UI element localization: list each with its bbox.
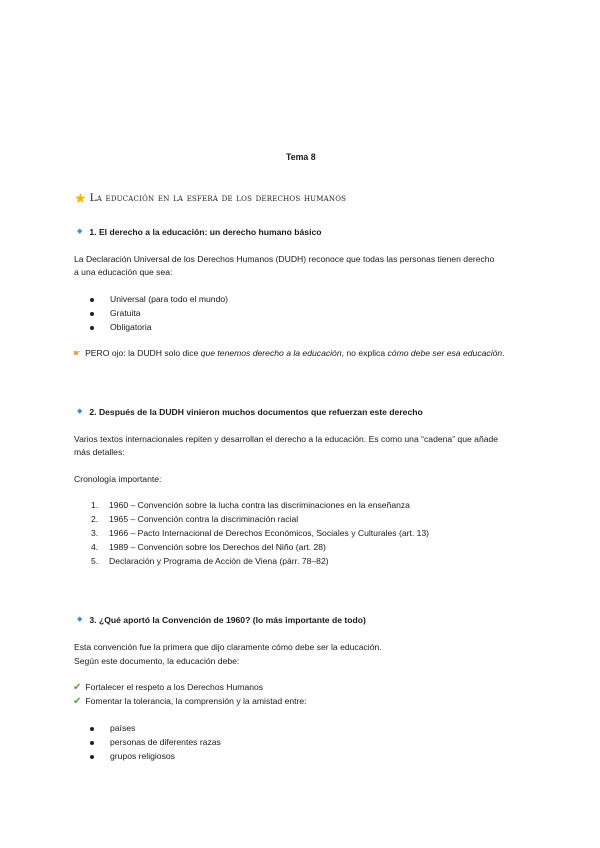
section1-heading [77, 226, 321, 238]
list-item: Obligatoria [90, 321, 152, 333]
section2-para-line1: Varios textos internacionales repiten y desarrollan el derecho a la educación. Es como una “cadena” que añade [74, 434, 499, 444]
section2-heading-text: 2. Después de la DUDH vinieron muchos documentos que refuerzan este derecho [89, 407, 423, 417]
section3-para-line1: Esta convención fue la primera que dijo claramente cómo debe ser la educación. [74, 642, 382, 652]
check-icon: ✔ [73, 682, 82, 693]
section3-heading [77, 614, 366, 626]
star-icon: ★ [74, 190, 87, 206]
list-item: Gratuita [90, 307, 141, 319]
section1-note: ☛ PERO ojo: la DUDH solo dice que tenemos derecho a la educación, no explica cómo debe ser esa educación. [73, 348, 505, 358]
bullet-dot-icon [90, 741, 94, 745]
section1-para-line1: La Declaración Universal de los Derechos Humanos (DUDH) reconoce que todas las personas tienen derecho [74, 254, 495, 264]
diamond-icon: ◆ [77, 616, 83, 623]
check-item: ✔ Fomentar la tolerancia, la comprensión y la amistad entre: [73, 696, 307, 707]
section3-heading-text: 3. ¿Qué aportó la Convención de 1960? (lo más importante de todo) [89, 615, 366, 625]
topic-heading: Tema 8 [286, 152, 316, 162]
document-title [74, 191, 346, 205]
title-text: La educación en la esfera de los derechos humanos [89, 192, 347, 204]
section1-heading-text: 1. El derecho a la educación: un derecho humano básico [89, 227, 322, 237]
list-item: 5. Declaración y Programa de Acción de Viena (párr. 78–82) [91, 556, 329, 566]
list-item: 3. 1966 – Pacto Internacional de Derechos Económicos, Sociales y Culturales (art. 13) [91, 528, 430, 538]
section2-heading [77, 406, 423, 418]
check-item: ✔ Fortalecer el respeto a los Derechos Humanos [73, 682, 264, 693]
bullet-dot-icon [90, 312, 94, 316]
bullet-dot-icon [90, 326, 94, 330]
list-item: países [90, 722, 135, 734]
diamond-icon: ◆ [77, 228, 83, 235]
section2-para-line2: más detalles: [74, 447, 125, 457]
list-item: grupos religiosos [90, 750, 175, 762]
list-item: Universal (para todo el mundo) [90, 293, 228, 305]
list-item: 4. 1989 – Convención sobre los Derechos del Niño (art. 28) [91, 542, 326, 552]
bullet-dot-icon [90, 727, 94, 731]
chronology-label: Cronología importante: [74, 474, 162, 484]
list-item: 1. 1960 – Convención sobre la lucha contra las discriminaciones en la enseñanza [91, 500, 410, 510]
check-icon: ✔ [73, 696, 82, 707]
section1-para-line2: a una educación que sea: [74, 267, 173, 277]
pointing-hand-icon: ☛ [73, 348, 82, 358]
section3-para-line2: Según este documento, la educación debe: [74, 656, 240, 666]
bullet-dot-icon [90, 298, 94, 302]
diamond-icon: ◆ [77, 408, 83, 415]
bullet-dot-icon [90, 755, 94, 759]
list-item: personas de diferentes razas [90, 736, 221, 748]
list-item: 2. 1965 – Convención contra la discriminación racial [91, 514, 299, 524]
